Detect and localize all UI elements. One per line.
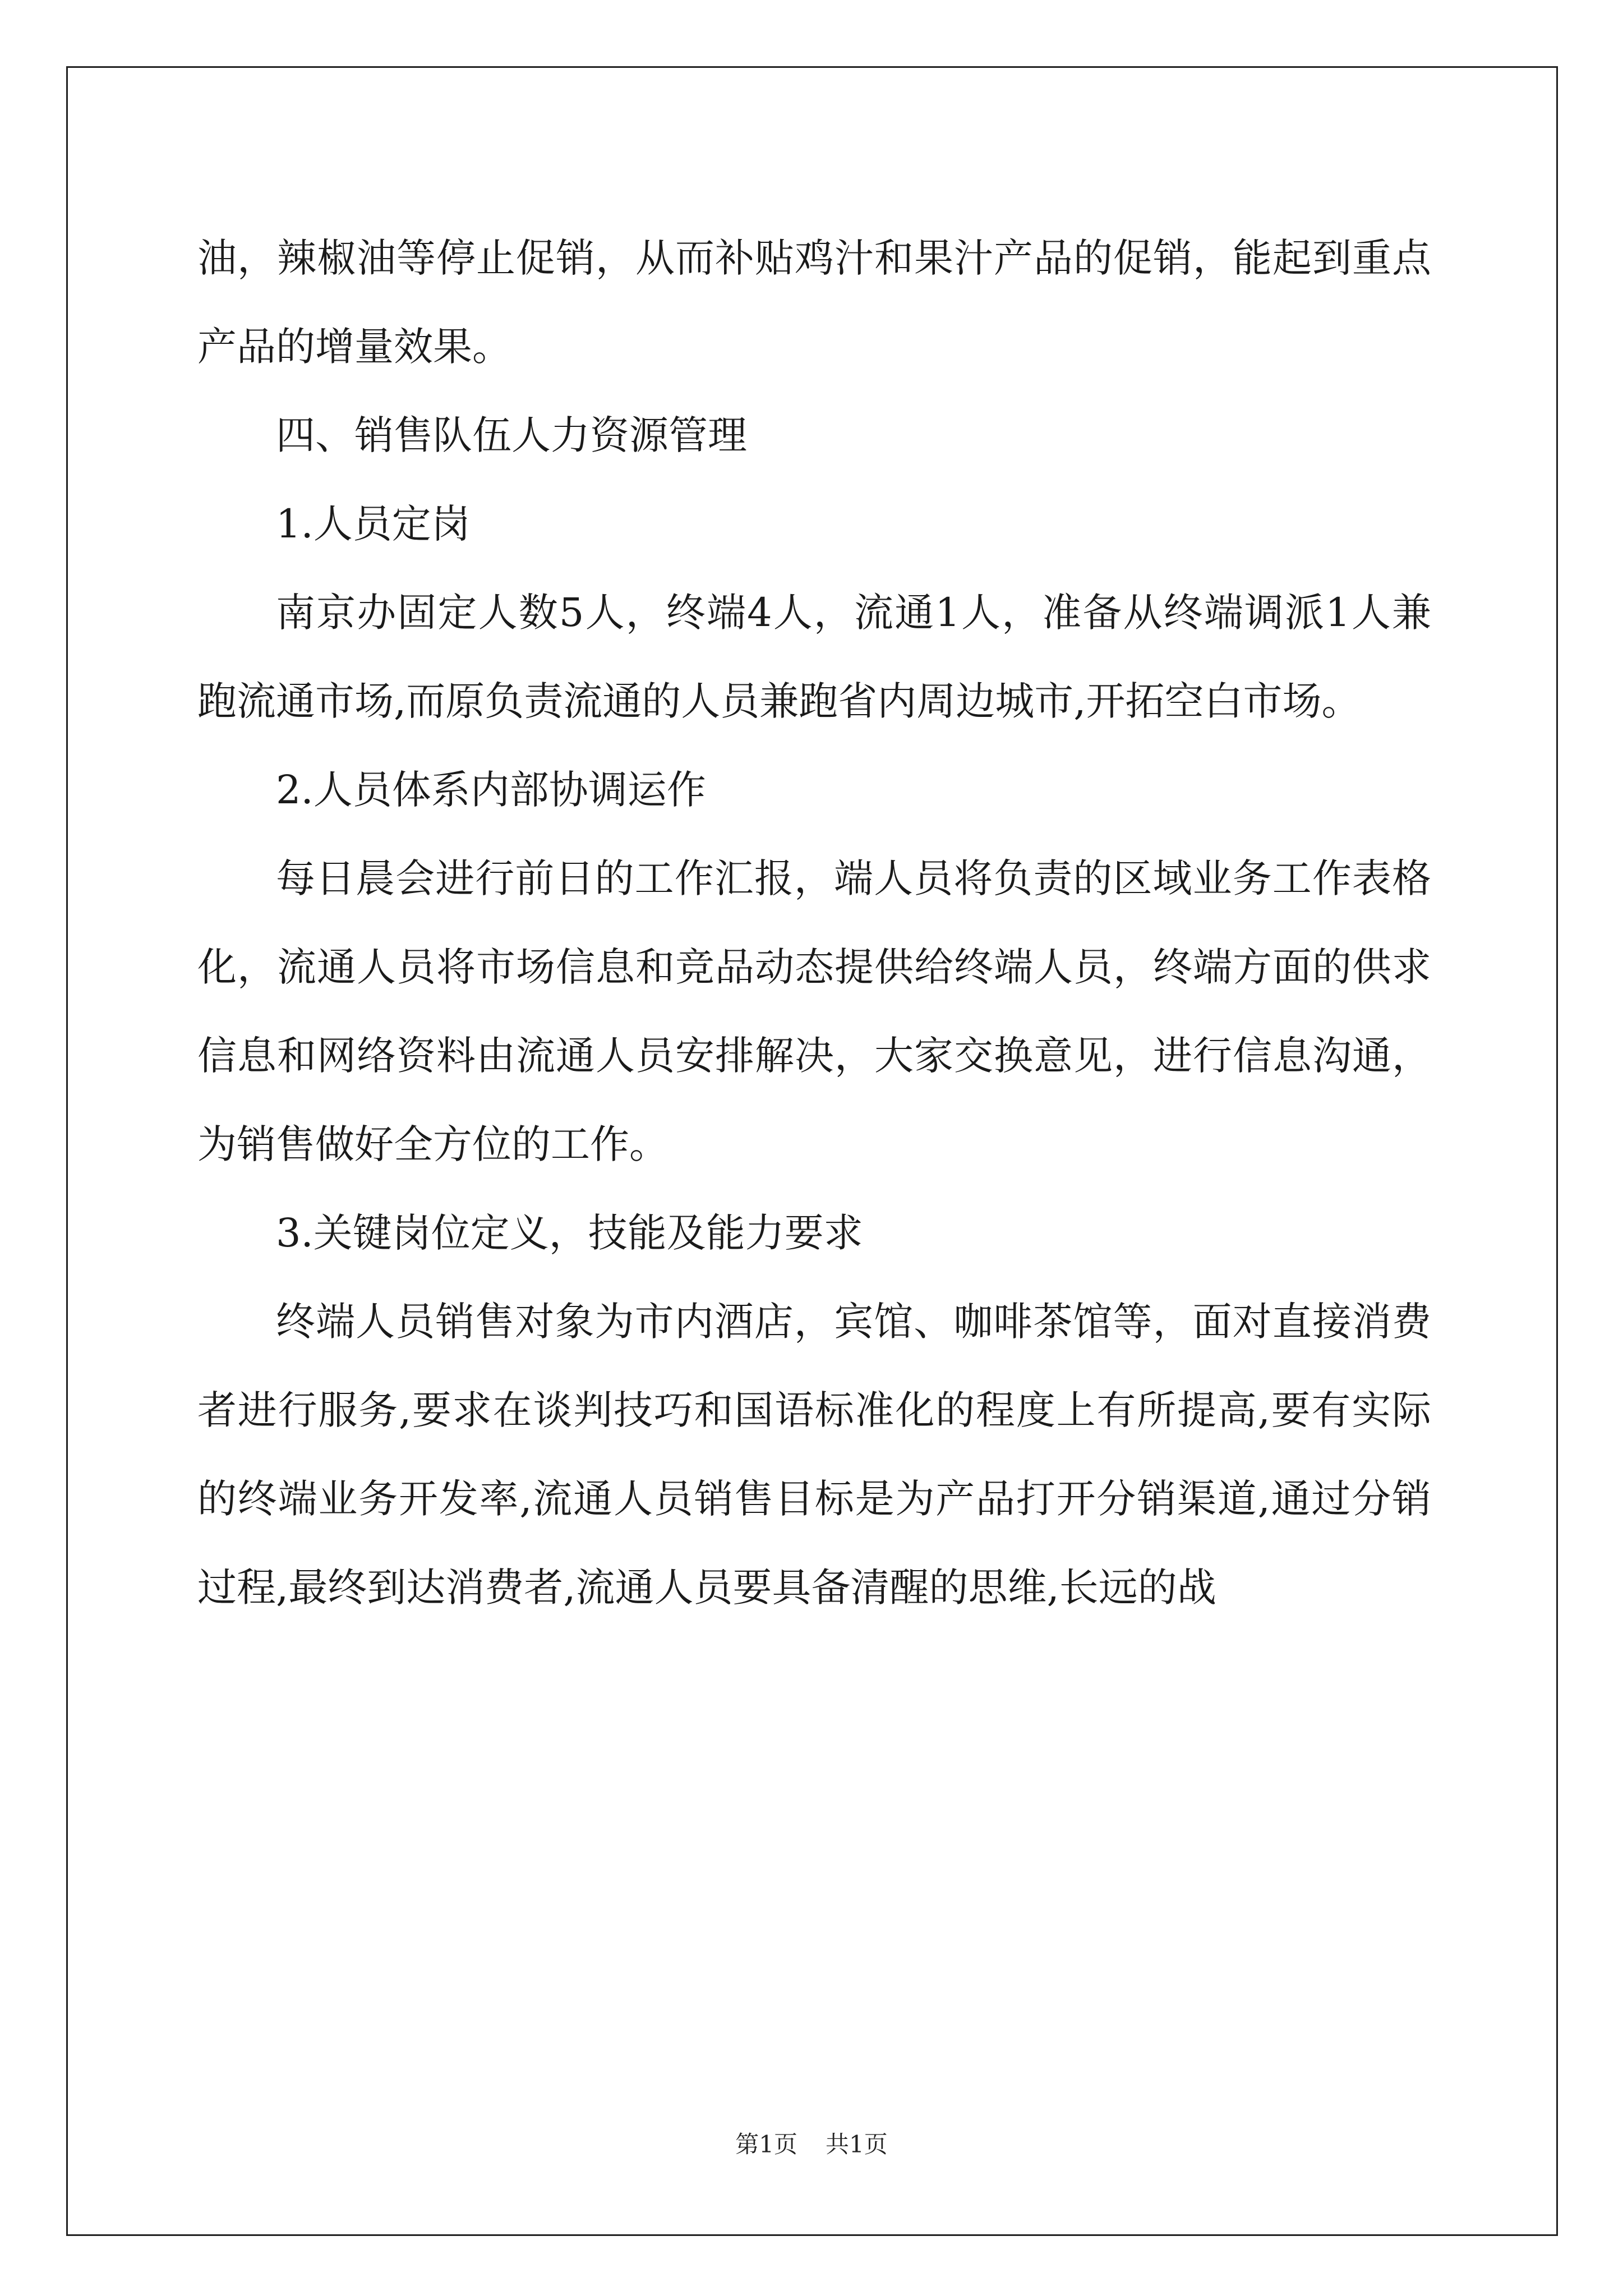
subsection-heading: 1.人员定岗 — [276, 501, 471, 547]
page-total: 共1页 — [826, 2131, 888, 2158]
section-heading: 四、销售队伍人力资源管理 — [276, 412, 747, 458]
subsection-heading: 3.关键岗位定义，技能及能力要求 — [276, 1210, 863, 1256]
paragraph: 油，辣椒油等停止促销，从而补贴鸡汁和果汁产品的促销，能起到重点产品的增量效果。 — [197, 235, 1431, 370]
page-footer — [0, 2126, 1623, 2160]
paragraph: 南京办固定人数5人，终端4人，流通1人，准备从终端调派1人兼跑流通市场,而原负责流通的人员兼跑省内周边城市,开拓空白市场。 — [197, 590, 1431, 724]
paragraph: 每日晨会进行前日的工作汇报，端人员将负责的区域业务工作表格化，流通人员将市场信息和竞品动态提供给终端人员，终端方面的供求信息和网络资料由流通人员安排解决，大家交换意见，进行信息沟通，为销售做好全方位的工作。 — [197, 855, 1431, 1167]
subsection-heading: 2.人员体系内部协调运作 — [276, 767, 706, 813]
document-body — [197, 214, 1431, 1632]
paragraph: 终端人员销售对象为市内酒店，宾馆、咖啡茶馆等，面对直接消费者进行服务,要求在谈判技巧和国语标准化的程度上有所提高,要有实际的终端业务开发率,流通人员销售目标是为产品打开分销渠道,通过分销过程,最终到达消费者,流通人员要具备清醒的思维,长远的战 — [197, 1299, 1432, 1611]
page-number: 第1页 — [735, 2131, 797, 2158]
